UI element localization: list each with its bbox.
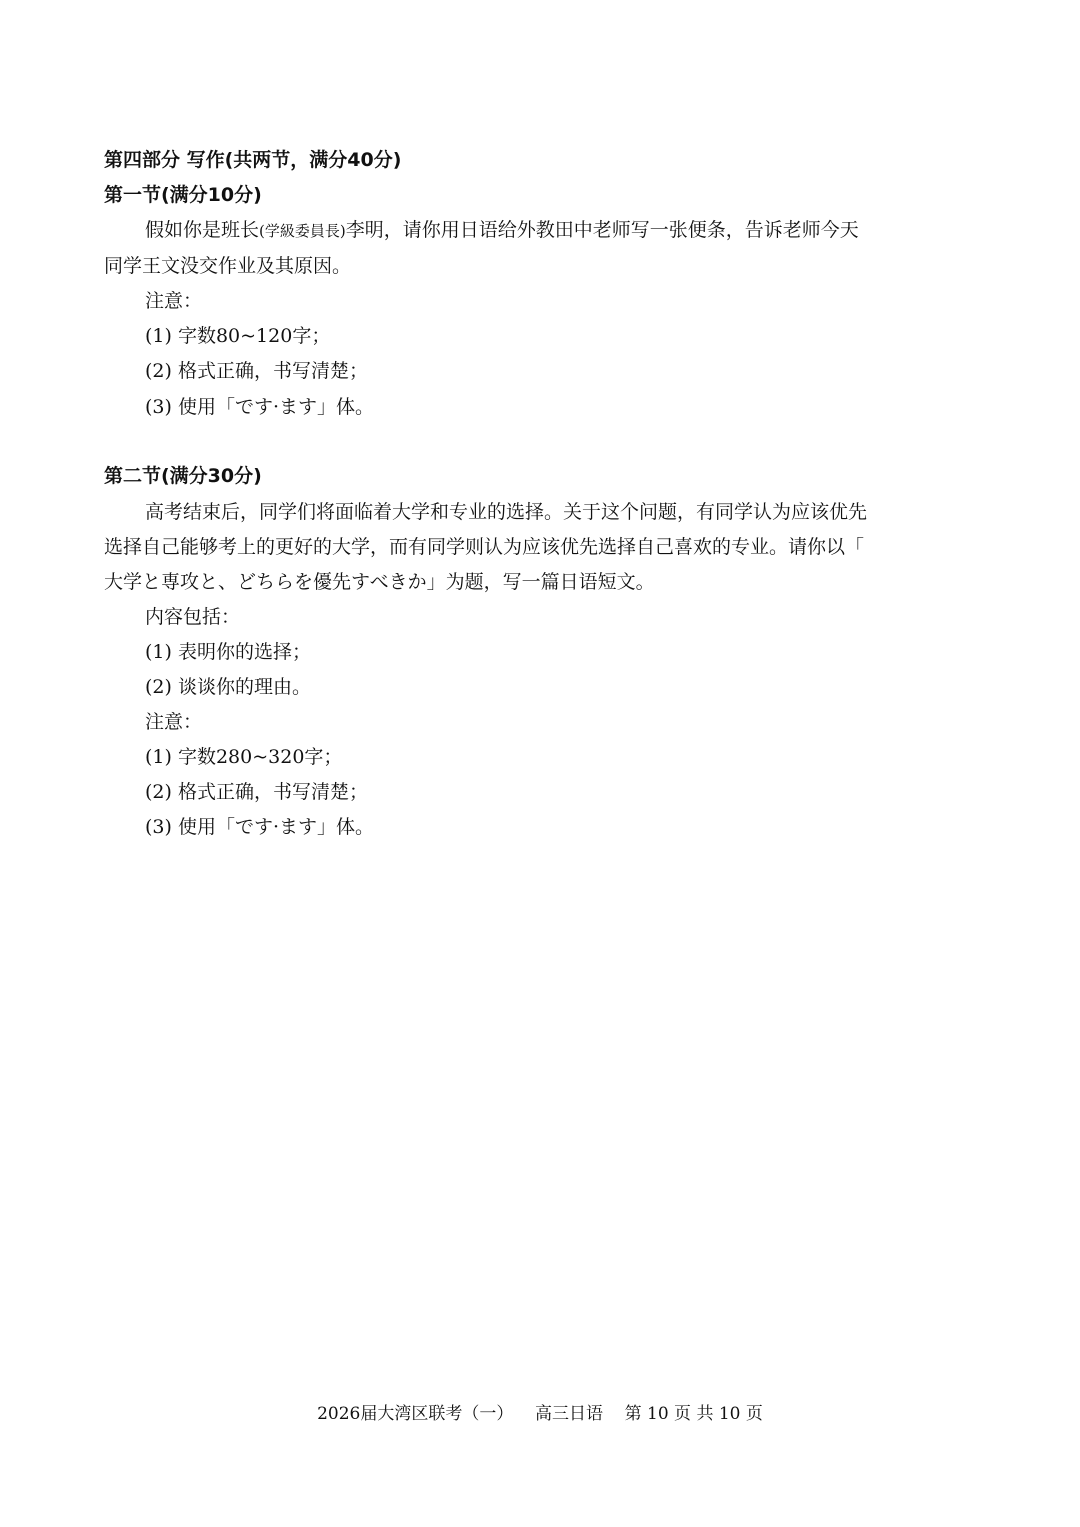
section2-content-item: (1) 表明你的选择； <box>145 641 311 663</box>
section1-notes-label: 注意： <box>145 290 203 312</box>
section1-note-item: (1) 字数80~120字； <box>145 325 331 347</box>
footer-subject: 高三日语 <box>534 1404 603 1424</box>
section2-prompt-line2: 选择自己能够考上的更好的大学，而有同学则认为应该优先选择自己喜欢的专业。请你以「 <box>104 536 865 558</box>
footer-exam-name: 2026届大湾区联考（一） <box>317 1404 514 1424</box>
section2-content-item: (2) 谈谈你的理由。 <box>145 676 311 698</box>
section2-prompt-line3: 大学と専攻と、どちらを優先すべきか」为题，写一篇日语短文。 <box>104 571 655 593</box>
section1-prompt-paren: (学級委員長) <box>259 222 346 240</box>
section1-prompt-line2: 同学王文没交作业及其原因。 <box>104 255 352 277</box>
page-footer <box>0 1402 1080 1426</box>
part-heading: 第四部分 写作(共两节，满分40分) <box>104 149 402 171</box>
section2-heading: 第二节(满分30分) <box>104 465 262 487</box>
section2-note-item: (2) 格式正确，书写清楚； <box>145 781 368 803</box>
section2-notes-label: 注意： <box>145 711 203 733</box>
section2-note-item: (3) 使用「です·ます」体。 <box>145 816 374 838</box>
section1-prompt-line1 <box>145 217 859 244</box>
footer-page-number: 第 10 页 共 10 页 <box>624 1404 763 1424</box>
section1-heading: 第一节(满分10分) <box>104 184 262 206</box>
section2-prompt-line1: 高考结束后，同学们将面临着大学和专业的选择。关于这个问题，有同学认为应该优先 <box>145 501 868 523</box>
section1-note-item: (2) 格式正确，书写清楚； <box>145 360 368 382</box>
section1-prompt-text-b: 李明，请你用日语给外教田中老师写一张便条，告诉老师今天 <box>345 219 859 241</box>
section2-note-item: (1) 字数280~320字； <box>145 746 343 768</box>
section2-content-label: 内容包括： <box>145 606 241 628</box>
section1-prompt-text-a: 假如你是班长 <box>145 219 260 241</box>
section1-note-item: (3) 使用「です·ます」体。 <box>145 396 374 418</box>
